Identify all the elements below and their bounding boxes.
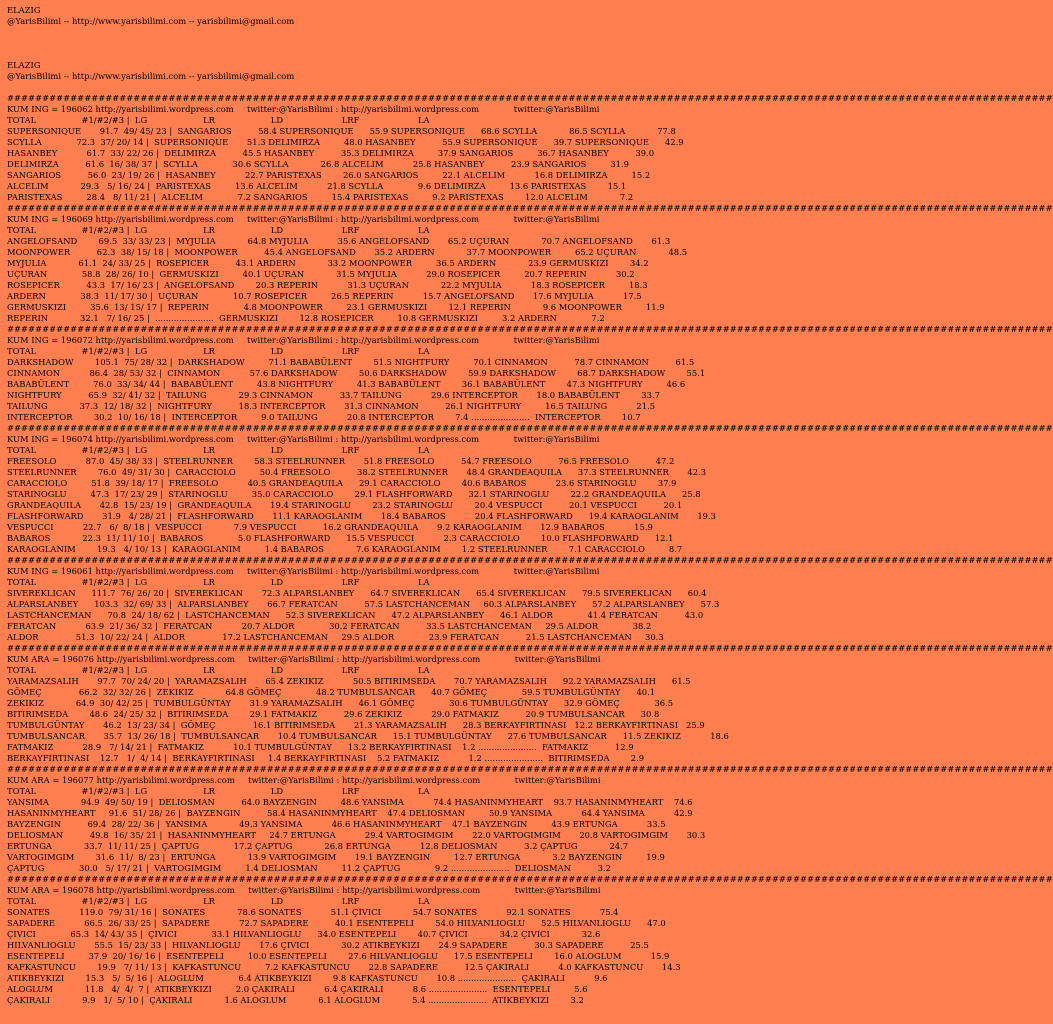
document-line: #####################################################################################################################################################: [7, 203, 1053, 213]
document-line: REPERIN 32.1 7/ 16/ 25 | ...................... GERMUSKIZI 12.8 ROSEPICER 10.8 GERMUSKIZI 3.2 ARDERN 7.2: [7, 313, 605, 323]
document-line: TUMBULSANCAR 35.7 13/ 26/ 18 | TUMBULSANCAR 10.4 TUMBULSANCAR 15.1 TUMBULGÜNTAY 27.6 TUMBULSANCAR 11.5 ZEKIKIZ 18.6: [7, 731, 729, 741]
document-line: FLASHFORWARD 31.9 4/ 28/ 21 | FLASHFORWARD 11.1 KARAOGLANIM 18.4 BABAROS 20.4 FLASHFORWARD 19.4 KARAOGLANIM 19.3: [7, 511, 716, 521]
document-line: BABABÜLENT 76.0 33/ 34/ 44 | BABABÜLENT 43.8 NIGHTFURY 41.3 BABABÜLENT 36.1 BABABÜLENT 47.3 NIGHTFURY 46.6: [7, 379, 686, 389]
document-line: HILVANLIOGLU 55.5 15/ 23/ 33 | HILVANLIOGLU 17.6 ÇIVICI 30.2 ATIKBEYKIZI 24.9 SAPADERE 30.3 SAPADERE 25.5: [7, 940, 649, 950]
document-line: KUM ING = 196069 http://yarisbilimi.wordpress.com twitter:@YarisBilimi : http://yarisbilimi.wordpress.com twitter:@YarisBilimi: [7, 214, 600, 224]
document-line: ROSEPICER 43.3 17/ 16/ 23 | ANGELOFSAND 20.3 REPERIN 31.3 UÇURAN 22.2 MYJULIA 18.3 ROSEPICER 18.3: [7, 280, 648, 290]
document-page: [7, 5, 1053, 1021]
document-line: TOTAL #1/#2/#3 | LG LR LD LRF LA: [7, 225, 430, 235]
document-line: TOTAL #1/#2/#3 | LG LR LD LRF LA: [7, 346, 430, 356]
document-line: TAILUNG 37.3 12/ 18/ 32 | NIGHTFURY 18.3 INTERCEPTOR 31.3 CINNAMON 26.1 NIGHTFURY 16.5 TAILUNG 21.5: [7, 401, 656, 411]
document-line: ALCELIM 29.3 5/ 16/ 24 | PARISTEXAS 13.6 ALCELIM 21.8 SCYLLA 9.6 DELIMIRZA 13.6 PARISTEXAS 15.1: [7, 181, 627, 191]
document-line: TOTAL #1/#2/#3 | LG LR LD LRF LA: [7, 577, 430, 587]
document-line: ANGELOFSAND 69.5 33/ 33/ 23 | MYJULIA 64.8 MYJULIA 35.6 ANGELOFSAND 65.2 UÇURAN 70.7 ANGELOFSAND 61.3: [7, 236, 671, 246]
document-line: ARDERN 38.3 11/ 17/ 30 | UÇURAN 10.7 ROSEPICER 26.5 REPERIN 15.7 ANGELOFSAND 17.6 MYJULIA 17.5: [7, 291, 642, 301]
document-line: CARACCIOLO 51.8 39/ 18/ 17 | FREESOLO 40.5 GRANDEAQUILA 29.1 CARACCIOLO 40.6 BABAROS 23.6 STARINOGLU 37.9: [7, 478, 677, 488]
document-line: TOTAL #1/#2/#3 | LG LR LD LRF LA: [7, 445, 430, 455]
document-line: ZEKIKIZ 64.9 30/ 42/ 25 | TUMBULGÜNTAY 31.9 YARAMAZSALIH 46.1 GÖMEÇ 30.6 TUMBULGÜNTAY 32.9 GÖMEÇ 36.5: [7, 698, 674, 708]
document-line: #####################################################################################################################################################: [7, 324, 1053, 334]
document-line: BABAROS 22.3 11/ 11/ 10 | BABAROS 5.0 FLASHFORWARD 15.5 VESPUCCI 2.3 CARACCIOLO 10.0 FLASHFORWARD 12.1: [7, 533, 674, 543]
document-line: ESENTEPELI 37.9 20/ 16/ 16 | ESENTEPELI 10.0 ESENTEPELI 27.6 HILVANLIOGLU 17.5 ESENTEPELI 16.0 ALOGLUM 15.9: [7, 951, 670, 961]
document-line: BAYZENGIN 69.4 28/ 22/ 36 | YANSIMA 49.3 YANSIMA 46.6 HASANINMYHEART 47.1 BAYZENGIN 43.9 ERTUNGA 33.5: [7, 819, 666, 829]
document-line: [7, 82, 857, 93]
document-line: VESPUCCI 22.7 6/ 8/ 18 | VESPUCCI 7.9 VESPUCCI 16.2 GRANDEAQUILA 9.2 KARAOGLANIM 12.9 BABAROS 15.9: [7, 522, 653, 532]
document-line: FATMAKIZ 28.9 7/ 14/ 21 | FATMAKIZ 10.1 TUMBULGÜNTAY 13.2 BERKAYFIRTINASI 1.2 ...................... FATMAKIZ 12.9: [7, 742, 634, 752]
document-line: @YarisBilimi -- http://www.yarisbilimi.com -- yarisbilimi@gmail.com: [7, 16, 295, 26]
document-line: ELAZIG: [7, 5, 41, 15]
document-line: ELAZIG: [7, 60, 41, 70]
document-line: UÇURAN 58.8 28/ 26/ 10 | GERMUSKIZI 40.1 UÇURAN 31.5 MYJULIA 29.0 ROSEPICER 20.7 REPERIN 30.2: [7, 269, 635, 279]
document-line: ÇAKIRALI 9.9 1/ 5/ 10 | ÇAKIRALI 1.6 ALOGLUM 6.1 ALOGLUM 5.4 ...................... ATIKBEYKIZI 3.2: [7, 995, 584, 1005]
document-line: SCYLLA 72.3 37/ 20/ 14 | SUPERSONIQUE 51.3 DELIMIRZA 48.0 HASANBEY 55.9 SUPERSONIQUE 39.7 SUPERSONIQUE 42.9: [7, 137, 684, 147]
document-line: NIGHTFURY 65.9 32/ 41/ 32 | TAILUNG 29.3 CINNAMON 33.7 TAILUNG 29.6 INTERCEPTOR 18.0 BABABÜLENT 33.7: [7, 390, 660, 400]
document-line: GRANDEAQUILA 42.8 15/ 23/ 19 | GRANDEAQUILA 19.4 STARINOGLU 23.2 STARINOGLU 20.4 VESPUCCI 20.1 VESPUCCI 20.1: [7, 500, 683, 510]
document-line: @YarisBilimi -- http://www.yarisbilimi.com -- yarisbilimi@gmail.com: [7, 71, 295, 81]
document-line: #####################################################################################################################################################: [7, 423, 1053, 433]
document-line: KUM ARA = 196076 http://yarisbilimi.wordpress.com twitter:@YarisBilimi : http://yarisbilimi.wordpress.com twitter:@YarisBilimi: [7, 654, 601, 664]
document-line: YANSIMA 94.9 49/ 50/ 19 | DELIOSMAN 64.0 BAYZENGIN 48.6 YANSIMA 74.4 HASANINMYHEART 93.7 HASANINMYHEART 74.6: [7, 797, 693, 807]
document-line: TOTAL #1/#2/#3 | LG LR LD LRF LA: [7, 786, 430, 796]
document-line: #####################################################################################################################################################: [7, 555, 1053, 565]
document-line: KUM ING = 196074 http://yarisbilimi.wordpress.com twitter:@YarisBilimi : http://yarisbilimi.wordpress.com twitter:@YarisBilimi: [7, 434, 600, 444]
document-line: SUPERSONIQUE 91.7 49/ 45/ 23 | SANGARIOS 58.4 SUPERSONIQUE 55.9 SUPERSONIQUE 68.6 SCYLLA 86.5 SCYLLA 77.8: [7, 126, 676, 136]
document-line: STARINOGLU 47.3 17/ 23/ 29 | STARINOGLU 35.0 CARACCIOLO 29.1 FLASHFORWARD 32.1 STARINOGLU 22.2 GRANDEAQUILA 25.8: [7, 489, 701, 499]
document-line: PARISTEXAS 28.4 8/ 11/ 21 | ALCELIM 7.2 SANGARIOS 15.4 PARISTEXAS 9.2 PARISTEXAS 12.0 ALCELIM 7.2: [7, 192, 634, 202]
document-line: KUM ING = 196072 http://yarisbilimi.wordpress.com twitter:@YarisBilimi : http://yarisbilimi.wordpress.com twitter:@YarisBilimi: [7, 335, 600, 345]
document-line: STEELRUNNER 76.0 49/ 31/ 30 | CARACCIOLO 50.4 FREESOLO 38.2 STEELRUNNER 48.4 GRANDEAQUILA 37.3 STEELRUNNER 42.3: [7, 467, 707, 477]
document-line: [7, 27, 857, 38]
document-line: GERMUSKIZI 35.6 13/ 15/ 17 | REPERIN 4.8 MOONPOWER 23.1 GERMUSKIZI 12.1 REPERIN 9.6 MOONPOWER 11.9: [7, 302, 665, 312]
document-line: MYJULIA 61.1 24/ 33/ 25 | ROSEPICER 43.1 ARDERN 33.2 MOONPOWER 36.5 ARDERN 23.9 GERMUSKIZI 34.2: [7, 258, 649, 268]
document-line: VARTOGIMGIM 31.6 11/ 8/ 23 | ERTUNGA 13.9 VARTOGIMGIM 19.1 BAYZENGIN 12.7 ERTUNGA 3.2 BAYZENGIN 19.9: [7, 852, 665, 862]
document-line: TOTAL #1/#2/#3 | LG LR LD LRF LA: [7, 896, 430, 906]
document-line: DARKSHADOW 105.1 75/ 28/ 32 | DARKSHADOW 71.1 BABABÜLENT 51.5 NIGHTFURY 70.1 CINNAMON 78.7 CINNAMON 61.5: [7, 357, 695, 367]
document-line: #####################################################################################################################################################: [7, 764, 1053, 774]
document-line: BITIRIMSEDA 48.6 24/ 25/ 32 | BITIRIMSEDA 29.1 FATMAKIZ 29.6 ZEKIKIZ 29.0 FATMAKIZ 20.9 TUMBULSANCAR 30.8: [7, 709, 660, 719]
document-line: FERATCAN 63.9 21/ 36/ 32 | FERATCAN 20.7 ALDOR 30.2 FERATCAN 33.5 LASTCHANCEMAN 29.5 ALDOR 38.2: [7, 621, 652, 631]
document-line: ALDOR 51.3 10/ 22/ 24 | ALDOR 17.2 LASTCHANCEMAN 29.5 ALDOR 23.9 FERATCAN 21.5 LASTCHANCEMAN 30.3: [7, 632, 664, 642]
document-line: GÖMEÇ 66.2 32/ 32/ 26 | ZEKIKIZ 64.8 GÖMEÇ 48.2 TUMBULSANCAR 40.7 GÖMEÇ 59.5 TUMBULGÜNTAY 40.1: [7, 687, 656, 697]
document-line: YARAMAZSALIH 97.7 70/ 24/ 20 | YARAMAZSALIH 65.4 ZEKIKIZ 50.5 BITIRIMSEDA 70.7 YARAMAZSALIH 92.2 YARAMAZSALIH 61.5: [7, 676, 691, 686]
document-line: HASANINMYHEART 91.6 51/ 28/ 26 | BAYZENGIN 58.4 HASANINMYHEART 47.4 DELIOSMAN 50.9 YANSIMA 64.4 YANSIMA 42.9: [7, 808, 693, 818]
document-line: ALPARSLANBEY 103.3 32/ 69/ 33 | ALPARSLANBEY 66.7 FERATCAN 57.5 LASTCHANCEMAN 60.3 ALPARSLANBEY 57.2 ALPARSLANBEY 57.3: [7, 599, 720, 609]
document-line: TOTAL #1/#2/#3 | LG LR LD LRF LA: [7, 115, 430, 125]
document-line: ÇIVICI 65.3 14/ 43/ 35 | ÇIVICI 33.1 HILVANLIOGLU 34.0 ESENTEPELI 40.7 ÇIVICI 34.2 ÇIVICI 32.6: [7, 929, 601, 939]
document-line: FREESOLO 87.0 45/ 38/ 33 | STEELRUNNER 58.3 STEELRUNNER 51.8 FREESOLO 54.7 FREESOLO 76.5 FREESOLO 47.2: [7, 456, 675, 466]
document-line: #####################################################################################################################################################: [7, 93, 1053, 103]
race-report-text: [7, 5, 1053, 1006]
document-line: SONATES 119.0 79/ 31/ 16 | SONATES 78.6 SONATES 51.1 ÇIVICI 54.7 SONATES 92.1 SONATES 75.4: [7, 907, 619, 917]
document-line: TOTAL #1/#2/#3 | LG LR LD LRF LA: [7, 665, 430, 675]
document-line: KUM ARA = 196078 http://yarisbilimi.wordpress.com twitter:@YarisBilimi : http://yarisbilimi.wordpress.com twitter:@YarisBilimi: [7, 885, 601, 895]
document-line: SAPADERE 66.5 26/ 33/ 25 | SAPADERE 72.7 SAPADERE 40.1 ESENTEPELI 54.0 HILVANLIOGLU 52.5 HILVANLIOGLU 47.0: [7, 918, 666, 928]
document-line: KAFKASTUNCU 19.9 7/ 11/ 13 | KAFKASTUNCU 7.2 KAFKASTUNCU 22.8 SAPADERE 12.5 ÇAKIRALI 4.0 KAFKASTUNCU 14.3: [7, 962, 681, 972]
document-line: [7, 49, 857, 60]
document-line: #####################################################################################################################################################: [7, 643, 1053, 653]
document-line: KUM ING = 196061 http://yarisbilimi.wordpress.com twitter:@YarisBilimi : http://yarisbilimi.wordpress.com twitter:@YarisBilimi: [7, 566, 600, 576]
document-line: KARAOGLANIM 19.3 4/ 10/ 13 | KARAOGLANIM 1.4 BABAROS 7.6 KARAOGLANIM 1.2 STEELRUNNER 7.1 CARACCIOLO 8.7: [7, 544, 683, 554]
document-line: ATIKBEYKIZI 15.3 5/ 5/ 16 | ALOGLUM 6.4 ATIKBEYKIZI 9.8 KAFKASTUNCU 10.8 ...................... ÇAKIRALI 9.6: [7, 973, 608, 983]
document-line: SANGARIOS 56.0 23/ 19/ 26 | HASANBEY 22.7 PARISTEXAS 26.0 SANGARIOS 22.1 ALCELIM 16.8 DELIMIRZA 15.2: [7, 170, 651, 180]
document-line: DELIOSMAN 49.8 16/ 35/ 21 | HASANINMYHEART 24.7 ERTUNGA 29.4 VARTOGIMGIM 22.0 VARTOGIMGIM 20.8 VARTOGIMGIM 30.3: [7, 830, 706, 840]
document-line: KUM ING = 196062 http://yarisbilimi.wordpress.com twitter:@YarisBilimi : http://yarisbilimi.wordpress.com twitter:@YarisBilimi: [7, 104, 600, 114]
document-line: LASTCHANCEMAN 70.8 24/ 18/ 62 | LASTCHANCEMAN 52.3 SIVEREKLICAN 47.2 ALPARSLANBEY 46.1 ALDOR 41.4 FERATCAN 43.0: [7, 610, 704, 620]
document-line: DELIMIRZA 61.6 16/ 38/ 37 | SCYLLA 30.6 SCYLLA 26.8 ALCELIM 25.8 HASANBEY 23.9 SANGARIOS 31.9: [7, 159, 629, 169]
document-line: ÇAPTUG 30.0 5/ 17/ 21 | VARTOGIMGIM 1.4 DELIOSMAN 11.2 ÇAPTUG 9.2 ...................... DELIOSMAN 3.2: [7, 863, 611, 873]
document-line: ERTUNGA 33.7 11/ 11/ 25 | ÇAPTUG 17.2 ÇAPTUG 26.8 ERTUNGA 12.8 DELIOSMAN 3.2 ÇAPTUG 24.7: [7, 841, 629, 851]
document-line: TUMBULGÜNTAY 46.2 13/ 23/ 34 | GÖMEÇ 16.1 BITIRIMSEDA 21.3 YARAMAZSALIH 28.3 BERKAYFIRTINASI 12.2 BERKAYFIRTINASI 25.9: [7, 720, 705, 730]
document-line: SIVEREKLICAN 111.7 76/ 26/ 20 | SIVEREKLICAN 72.3 ALPARSLANBEY 64.7 SIVEREKLICAN 65.4 SIVEREKLICAN 79.5 SIVEREKLICAN 60.4: [7, 588, 707, 598]
document-line: HASANBEY 61.7 33/ 22/ 26 | DELIMIRZA 45.5 HASANBEY 35.3 DELIMIRZA 37.9 SANGARIOS 36.7 HASANBEY 39.0: [7, 148, 655, 158]
document-line: ALOGLUM 11.8 4/ 4/ 7 | ATIKBEYKIZI 2.0 ÇAKIRALI 6.4 ÇAKIRALI 8.6 ...................... ESENTEPELI 5.6: [7, 984, 588, 994]
document-line: BERKAYFIRTINASI 12.7 1/ 4/ 14 | BERKAYFIRTINASI 1.4 BERKAYFIRTINASI 5.2 FATMAKIZ 1.2 ...................... BITIRIMSEDA 2.9: [7, 753, 645, 763]
document-line: [7, 38, 857, 49]
document-line: KUM ARA = 196077 http://yarisbilimi.wordpress.com twitter:@YarisBilimi : http://yarisbilimi.wordpress.com twitter:@YarisBilimi: [7, 775, 601, 785]
document-line: MOONPOWER 62.3 38/ 15/ 18 | MOONPOWER 45.4 ANGELOFSAND 35.2 ARDERN 37.7 MOONPOWER 65.2 UÇURAN 48.5: [7, 247, 688, 257]
document-line: #####################################################################################################################################################: [7, 874, 1053, 884]
document-line: CINNAMON 86.4 28/ 53/ 32 | CINNAMON 57.6 DARKSHADOW 50.6 DARKSHADOW 59.9 DARKSHADOW 68.7 DARKSHADOW 55.1: [7, 368, 706, 378]
document-line: INTERCEPTOR 30.2 10/ 16/ 18 | INTERCEPTOR 9.0 TAILUNG 20.8 INTERCEPTOR 7.4 ...................... INTERCEPTOR 10.7: [7, 412, 641, 422]
